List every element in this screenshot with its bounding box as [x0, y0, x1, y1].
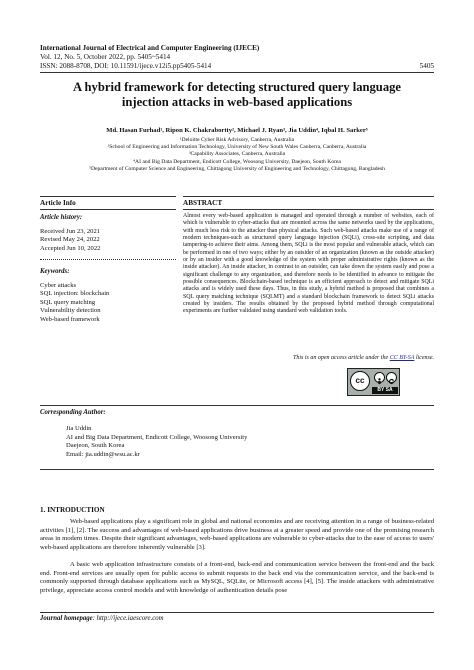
share-alike-icon: [386, 372, 397, 383]
author-list: Md. Hasan Furhad¹, Ripon K. Chakrabortty², Michael J. Ryan³, Jia Uddin⁴, Iqbal H. Sarker⁵: [106, 127, 368, 134]
cc-by-sa-badge[interactable]: [347, 368, 400, 396]
introduction-heading: 1. INTRODUCTION: [40, 506, 105, 514]
history-label: Article history:: [40, 214, 83, 221]
paper-title: [40, 80, 434, 110]
corresponding-label: Corresponding Author:: [40, 409, 106, 416]
keyword-item: Cyber attacks: [40, 282, 77, 289]
license-link[interactable]: CC BY-SA: [389, 355, 415, 361]
corresponding-name: Jia Uddin: [66, 425, 92, 432]
cc-logo-icon: cc: [350, 371, 370, 391]
article-info-bottom-rule: [40, 209, 176, 210]
keyword-item: Web-based framework: [40, 315, 100, 323]
footer-rule: [40, 612, 434, 613]
corresponding-details: [66, 425, 247, 459]
keyword-item: SQL query matching: [40, 298, 96, 306]
open-access-note: [183, 355, 434, 361]
corresponding-email: Email: jia.uddin@wsu.ac.kr: [66, 450, 140, 458]
issn-doi: ISSN: 2088-8708, DOI: 10.11591/ijece.v12i5.pp5405-5414: [40, 62, 212, 70]
corresponding-top-rule: [40, 405, 434, 406]
abstract-text: Almost every web-based application is managed and operated through a number of websites, each of which is vulnerable to cyber-attacks that are mounted across the same networks used by the applications, with much less risk to the attacker than physical attacks. Such web-based attacks make use of a range of modern techniques-such as structured query language injection (SQLi), cross-site scripting, and data tampering-to achieve their aims. Among them, SQLi is the most popular and vulnerable attack, which can be performed in one of two ways; either by an outsider of an organization (known as the outside attacker) or by an insider with a good knowledge of the system with proper administrative rights (known as the inside attacker). An inside attacker, in contrast to an outsider, can take down the system easily and pose a significant challenge to any organization, and therefore needs to be identified in advance to mitigate the possible consequences. Blockchain-based technique is an efficient approach to detect and mitigate SQLi attacks and is widely used these days. Thus, in this study, a hybrid method is proposed that combines a SQL query matching technique (SQLMT) and a standard blockchain framework to detect SQLi attacks created by insiders. The results obtained by the proposed hybrid method through computational experiments are further validated using standard web validation tools.: [183, 213, 434, 315]
intro-paragraph-1: Web-based applications play a significant role in global and national economies and are receiving attention in a range of business-related activities [1], [2]. The success and advantages of web-based applications drive business at a greater speed and provide one of the promising research areas in modern times. Despite their significant advantages, web-based applications are vulnerable to cyber-attacks due to the ease of access to users' web-based applications are therefore inherently vulnerable [3].: [40, 518, 434, 551]
corresponding-affiliation: AI and Big Data Department, Endicott College, Woosong University: [66, 433, 248, 441]
keywords-list: [40, 282, 109, 324]
corresponding-location: Daejeon, South Korea: [66, 442, 125, 450]
header-rule: [40, 72, 434, 73]
affiliation-4: ⁴AI and Big Data Department, Endicott College, Woosong University, Daejeon, South Korea: [133, 158, 341, 165]
keywords-label: Keywords:: [40, 268, 70, 275]
affiliation-list: [40, 137, 434, 173]
corresponding-bottom-rule: [40, 469, 434, 470]
keyword-item: SQL injection: blockchain: [40, 290, 110, 298]
journal-homepage: [40, 615, 164, 622]
received-date: Received Jun 23, 2021: [40, 228, 101, 235]
homepage-url[interactable]: : http://ijece.iaescore.com: [92, 615, 164, 622]
volume-info: Vol. 12, No. 5, October 2022, pp. 5405~5414: [40, 53, 171, 61]
accepted-date: Accepted Jun 10, 2022: [40, 244, 101, 252]
homepage-label: Journal homepage: [40, 615, 93, 622]
cc-strip-label: BY SA: [372, 387, 398, 394]
abstract-bottom-rule: [183, 209, 434, 210]
person-icon: [374, 372, 385, 383]
affiliation-2: ²School of Engineering and Information Technology, University of New South Wales Canberra, Canberra, Australia: [107, 144, 367, 151]
journal-name: International Journal of Electrical and Computer Engineering (IJECE): [40, 44, 260, 52]
keyword-item: Vulnerability detection: [40, 307, 101, 315]
title-line-2: injection attacks in web-based applications: [121, 95, 353, 109]
article-info-top-rule: [40, 196, 176, 197]
title-line-1: A hybrid framework for detecting structured query language: [73, 80, 401, 94]
abstract-top-rule: [183, 196, 434, 197]
affiliation-1: ¹Deloitte Cyber Risk Advisory, Canberra, Australia: [179, 137, 295, 143]
open-access-prefix: This is an open access article under the: [293, 355, 390, 361]
affiliation-5: ⁵Department of Computer Science and Engineering, Chittagong University of Engineering and Technology, Chittagong, Bangladesh: [89, 165, 385, 172]
abstract-heading: ABSTRACT: [183, 199, 223, 207]
page-number: 5405: [419, 62, 434, 70]
history-list: [40, 228, 100, 253]
history-divider: [40, 259, 176, 260]
open-access-suffix: license.: [414, 355, 434, 361]
affiliation-3: ³Capability Associates, Canberra, Australia: [188, 151, 286, 158]
intro-paragraph-2: A basic web application infrastructure consists of a front-end, back-end and communication service between the front-end and the back end. Front-end services are usually open for public access to submit requests to the back end via the communication service, and the back-end is commonly supported through database applications such as MySQL, SQLite, or Microsoft access [4], [5]. The inside attackers with administrative privilege, appreciate access control models and with knowledge of authentication details pose: [40, 561, 434, 594]
revised-date: Revised May 24, 2022: [40, 236, 100, 244]
article-info-heading: Article Info: [40, 199, 76, 207]
